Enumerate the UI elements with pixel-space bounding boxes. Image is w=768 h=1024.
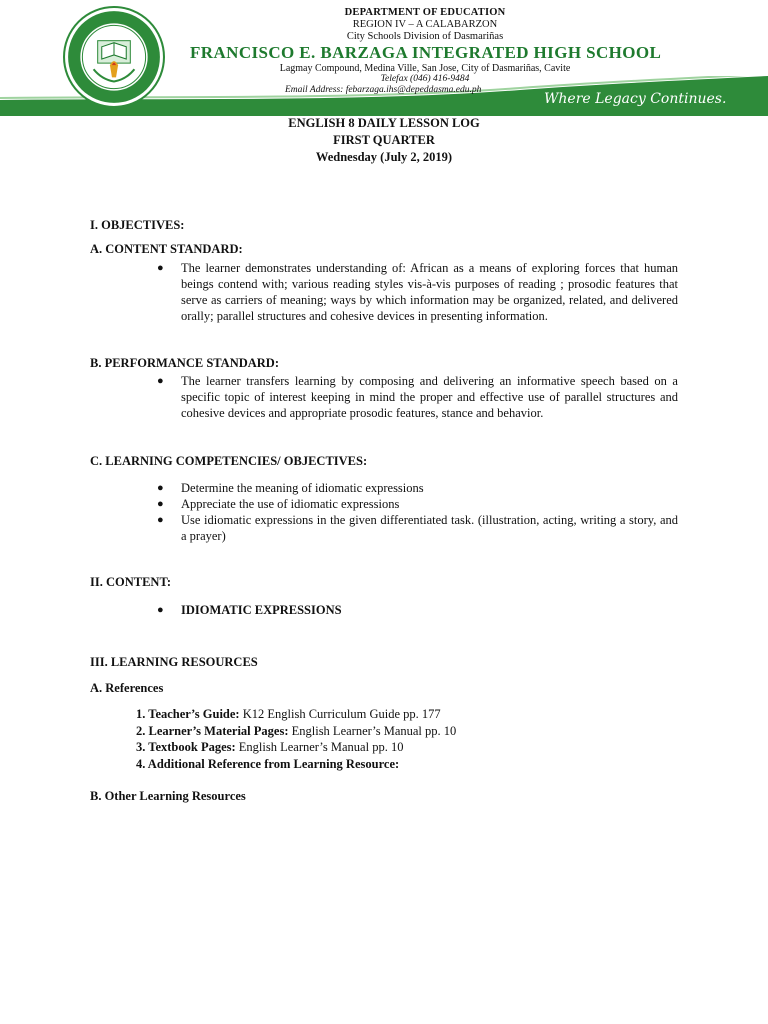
other-resources-heading: B. Other Learning Resources xyxy=(90,789,246,803)
bullet-icon: ● xyxy=(157,604,164,616)
title-line-2: FIRST QUARTER xyxy=(333,133,435,147)
department-name: DEPARTMENT OF EDUCATION xyxy=(344,7,506,18)
objectives-heading: I. OBJECTIVES: xyxy=(90,218,185,232)
competency-text: Use idiomatic expressions in the given differentiated task. (illustration, acting, writing a story, and a prayer) xyxy=(181,513,678,543)
school-email: Email Address: febarzaga.ihs@depeddasma.edu.ph xyxy=(285,85,482,96)
references-list xyxy=(136,706,456,773)
document-title xyxy=(0,115,768,166)
reference-label: 2. Learner’s Material Pages: xyxy=(136,723,289,738)
school-seal-icon xyxy=(63,6,165,108)
content-standard-heading: A. CONTENT STANDARD: xyxy=(90,242,243,256)
title-line-1: ENGLISH 8 DAILY LESSON LOG xyxy=(288,116,480,130)
performance-standard-text: The learner transfers learning by composing and delivering an informative speech based on a specific topic of interest keeping in mind the proper and effective use of parallel structures and cohesive devices and appropriate prosodic features, stance and behavior. xyxy=(181,374,678,420)
performance-standard-bullet xyxy=(159,373,678,421)
division-name: City Schools Division of Dasmariñas xyxy=(346,31,504,43)
bullet-icon: ● xyxy=(157,514,164,526)
reference-value: English Learner’s Manual pp. 10 xyxy=(288,723,457,738)
reference-label: 1. Teacher’s Guide: xyxy=(136,707,240,721)
reference-item xyxy=(136,739,456,756)
reference-value: K12 English Curriculum Guide pp. 177 xyxy=(239,707,441,721)
content-standard-text: The learner demonstrates understanding of: African as a means of exploring forces that human beings contend with; various reading styles vis-à-vis purposes of reading ; prosodic features that serve as carriers of meaning; ways by which information may be organized, related, and delivered orally; parallel structures and cohesive devices in presenting information. xyxy=(181,261,678,323)
reference-item xyxy=(136,756,456,773)
letterhead-text xyxy=(190,0,660,96)
competency-text: Appreciate the use of idiomatic expressions xyxy=(181,497,400,511)
reference-item xyxy=(136,706,456,723)
content-item-text: IDIOMATIC EXPRESSIONS xyxy=(181,603,342,617)
reference-value: English Learner’s Manual pp. 10 xyxy=(235,740,404,755)
content-standard-bullet xyxy=(159,260,678,324)
resources-heading: III. LEARNING RESOURCES xyxy=(90,655,258,669)
references-heading: A. References xyxy=(90,681,164,695)
competency-text: Determine the meaning of idiomatic expressions xyxy=(181,481,424,495)
school-tagline: Where Legacy Continues. xyxy=(544,91,727,107)
competency-item xyxy=(159,512,678,544)
school-name: FRANCISCO E. BARZAGA INTEGRATED HIGH SCHOOL xyxy=(190,43,662,63)
bullet-icon: ● xyxy=(157,262,164,274)
content-heading: II. CONTENT: xyxy=(90,575,172,589)
content-item xyxy=(159,602,678,618)
bullet-icon: ● xyxy=(157,375,164,387)
bullet-icon: ● xyxy=(157,498,164,510)
reference-label: 3. Textbook Pages: xyxy=(136,740,236,755)
bullet-icon: ● xyxy=(157,482,164,494)
title-date: Wednesday (July 2, 2019) xyxy=(315,150,453,164)
region-name: REGION IV – A CALABARZON xyxy=(352,19,498,31)
competencies-heading: C. LEARNING COMPETENCIES/ OBJECTIVES: xyxy=(90,454,368,468)
competency-item xyxy=(159,480,678,496)
reference-item xyxy=(136,723,456,740)
letterhead xyxy=(0,0,768,112)
competency-item xyxy=(159,496,678,512)
performance-standard-heading: B. PERFORMANCE STANDARD: xyxy=(90,356,280,370)
school-telefax: Telefax (046) 416-9484 xyxy=(380,74,470,85)
reference-label: 4. Additional Reference from Learning Resource: xyxy=(136,757,400,772)
school-address: Lagmay Compound, Medina Ville, San Jose, City of Dasmariñas, Cavite xyxy=(279,62,571,74)
